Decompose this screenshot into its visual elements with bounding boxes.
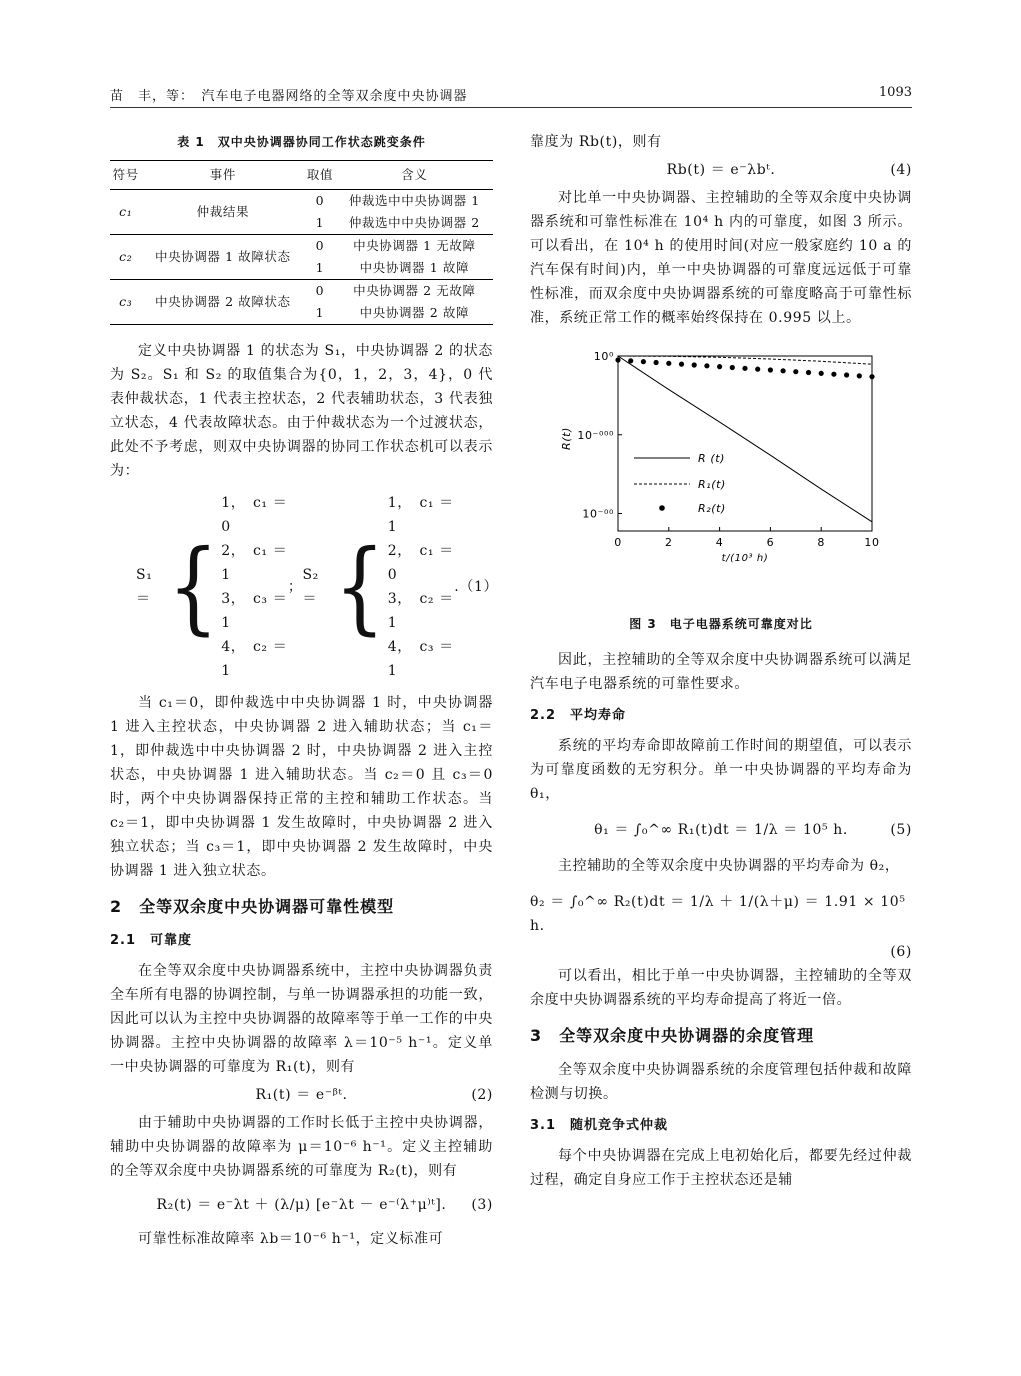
legend-label: R (t) — [698, 452, 726, 465]
running-title: 苗 丰，等： 汽车电子电器网络的全等双余度中央协调器 — [110, 89, 468, 104]
data-point-r2 — [717, 364, 722, 369]
data-point-r2 — [768, 367, 773, 372]
table-cell: 0 — [315, 238, 325, 253]
subsection-heading: 2.2 平均寿命 — [530, 708, 627, 723]
case-line: 1， c₁ ＝ 0 — [221, 495, 288, 535]
equation-body: θ₂ ＝ ∫₀^∞ R₂(t)dt ＝ 1/λ ＋ 1/(λ＋μ) ＝ 1.91 × 10⁵ h. — [530, 894, 906, 934]
table-cell: 中央协调器 2 无故障 — [353, 283, 476, 298]
equation-number: .（1） — [454, 579, 499, 595]
data-point-r2 — [615, 357, 620, 362]
paragraph: 系统的平均寿命即故障前工作时间的期望值，可以表示为可靠度函数的无穷积分。单一中央协调器的平均寿命为 θ₁， — [530, 738, 912, 802]
equation-2 — [110, 1083, 493, 1107]
table-cell: 中央协调器 2 故障状态 — [141, 280, 304, 325]
left-brace-icon: { — [334, 528, 386, 645]
paragraph: 靠度为 Rb(t)，则有 — [530, 134, 662, 150]
paragraph: 全等双余度中央协调器系统的余度管理包括仲裁和故障检测与切换。 — [530, 1062, 912, 1102]
equation-1 — [110, 491, 499, 683]
paragraph: 可以看出，相比于单一中央协调器，主控辅助的全等双余度中央协调器系统的平均寿命提高了将近一倍。 — [530, 968, 912, 1008]
paragraph: 可靠性标准故障率 λb＝10⁻⁶ h⁻¹，定义标准可 — [138, 1231, 444, 1247]
equation-6 — [530, 890, 912, 938]
data-point-r2 — [755, 367, 760, 372]
equation-5 — [530, 818, 912, 842]
x-tick-label: 10 — [864, 536, 880, 549]
x-tick-label: 2 — [664, 536, 673, 549]
paragraph: 当 c₁＝0，即仲裁选中中央协调器 1 时，中央协调器 1 进入主控状态，中央协调器 2 进入辅助状态；当 c₁＝1，即仲裁选中中央协调器 2 时，中央协调器 2 进入主控状态，中央协调器 1 进入辅助状态。当 c₂＝0 且 c₃＝0 时，两个中央协调器保持正常的主控和辅助工作状态。当 c₂＝1，即中央协调器 1 发生故障时，中央协调器 2 进入独立状态；当 c₃＝1，即中央协调器 2 发生故障时，中央协调器 1 进入独立状态。 — [110, 695, 493, 879]
table-row — [110, 235, 493, 258]
data-point-r2 — [641, 359, 646, 364]
table-cell: c₂ — [110, 235, 141, 280]
eq1-s2-lhs: S₂ ＝ — [302, 567, 319, 607]
data-point-r2 — [654, 360, 659, 365]
table-cell: 1 — [304, 257, 335, 280]
data-point-r2 — [730, 365, 735, 370]
x-tick-label: 8 — [817, 536, 826, 549]
y-tick-label: 10⁻⁰⁰⁰ — [577, 428, 614, 442]
paragraph: 主控辅助的全等双余度中央协调器的平均寿命为 θ₂， — [558, 858, 900, 874]
x-tick-label: 4 — [715, 536, 724, 549]
plot-frame — [618, 356, 872, 531]
table-cell: 1 — [304, 302, 335, 325]
table-cell: 仲裁选中中央协调器 2 — [336, 212, 493, 235]
data-point-r2 — [819, 371, 824, 376]
data-point-r2 — [704, 363, 709, 368]
y-tick-label: 10⁻⁰⁰ — [582, 507, 614, 521]
data-point-r2 — [806, 370, 811, 375]
left-column — [110, 130, 499, 1251]
series-line-r — [618, 356, 872, 522]
equation-number: (5) — [890, 822, 912, 838]
table-cell: 仲裁选中中央协调器 1 — [348, 193, 480, 208]
y-tick-label: 10⁰ — [593, 350, 614, 363]
equation-4 — [530, 158, 912, 182]
eq1-s2-cases — [388, 491, 455, 683]
data-point-r2 — [793, 369, 798, 374]
case-line: 3， c₃ ＝ 1 — [221, 591, 288, 631]
paragraph: 定义中央协调器 1 的状态为 S₁，中央协调器 2 的状态为 S₂。S₁ 和 S₂ 的取值集合为{0，1，2，3，4}，0 代表仲裁状态，1 代表主控状态，2 代表辅助状态，3 代表独立状态，4 代表故障状态。由于仲裁状态为一个过渡状态，此处不予考虑，则双中央协调器的协同工作状态机可以表示为： — [110, 343, 493, 479]
figure-caption: 图 3 电子电器系统可靠度对比 — [629, 617, 813, 631]
table-caption: 表 1 双中央协调器协同工作状态跳变条件 — [177, 135, 426, 149]
table-cell: 中央协调器 1 故障状态 — [141, 235, 304, 280]
x-axis-label: t/(10³ h) — [721, 553, 769, 564]
paragraph: 对比单一中央协调器、主控辅助的全等双余度中央协调器系统和可靠性标准在 10⁴ h 内的可靠度，如图 3 所示。可以看出，在 10⁴ h 的使用时间(对应一般家庭约 10 a 的汽车保有时间)内，单一中央协调器的可靠度远远低于可靠性标准，而双余度中央协调器系统的可靠度略高于可靠性标准，系统正常工作的概率始终保持在 0.995 以上。 — [530, 190, 912, 326]
equation-body: R₁(t) ＝ e⁻ᵝᵗ. — [255, 1087, 348, 1103]
equation-body: R₂(t) ＝ e⁻λt ＋ (λ/μ) [e⁻λt － e⁻⁽λ⁺μ⁾ᵗ]. — [156, 1197, 447, 1213]
x-tick-label: 0 — [614, 536, 622, 549]
running-header — [110, 85, 912, 108]
table-cell: c₁ — [110, 190, 141, 235]
reliability-chart — [530, 346, 912, 576]
equation-number: (4) — [890, 162, 912, 178]
data-point-r2 — [628, 358, 633, 363]
section-heading: 2 全等双余度中央协调器可靠性模型 — [110, 897, 395, 916]
data-point-r2 — [666, 361, 671, 366]
paragraph: 每个中央协调器在完成上电初始化后，都要先经过仲裁过程，确定自身应工作于主控状态还是辅 — [530, 1148, 912, 1188]
case-line: 4， c₂ ＝ 1 — [221, 639, 288, 679]
equation-number: (6) — [890, 944, 912, 960]
table-cell: 中央协调器 1 故障 — [336, 257, 493, 280]
left-brace-icon: { — [167, 528, 220, 645]
data-point-r2 — [831, 372, 836, 377]
legend-label: R₁(t) — [698, 478, 726, 491]
x-tick-label: 6 — [766, 536, 775, 549]
table-row — [110, 190, 493, 213]
subsection-heading: 3.1 随机竞争式仲裁 — [530, 1118, 669, 1133]
table-cell: 仲裁结果 — [141, 190, 304, 235]
eq1-separator: ； — [287, 579, 303, 595]
right-column — [530, 130, 912, 1192]
eq1-s1-lhs: S₁ ＝ — [136, 567, 153, 607]
y-axis-label: R(t) — [560, 427, 573, 450]
case-line: 3， c₂ ＝ 1 — [387, 591, 454, 631]
table-cell: 中央协调器 1 无故障 — [353, 238, 476, 253]
table-cell: c₃ — [110, 280, 141, 325]
subsection-heading: 2.1 可靠度 — [110, 933, 193, 948]
data-point-r2 — [692, 362, 697, 367]
table-header: 取值 — [304, 161, 335, 190]
table-cell: 1 — [304, 212, 335, 235]
table-row — [110, 280, 493, 303]
paragraph: 因此，主控辅助的全等双余度中央协调器系统可以满足汽车电子电器系统的可靠性要求。 — [530, 652, 912, 692]
data-point-r2 — [869, 374, 874, 379]
data-point-r2 — [742, 366, 747, 371]
data-point-r2 — [844, 372, 849, 377]
case-line: 2， c₁ ＝ 0 — [387, 543, 454, 583]
table-cell: 0 — [315, 193, 325, 208]
figure-3 — [530, 346, 912, 606]
case-line: 1， c₁ ＝ 1 — [387, 495, 454, 535]
table-cell: 0 — [315, 283, 325, 298]
page-number: 1093 — [878, 85, 912, 100]
case-line: 2， c₁ ＝ 1 — [221, 543, 288, 583]
legend-dot-r2 — [659, 505, 665, 511]
data-point-r2 — [857, 373, 862, 378]
data-point-r2 — [679, 362, 684, 367]
eq1-s1-cases — [221, 491, 288, 683]
equation-body: θ₁ ＝ ∫₀^∞ R₁(t)dt ＝ 1/λ ＝ 10⁵ h. — [594, 822, 848, 838]
equation-3 — [110, 1193, 493, 1217]
equation-number: (3) — [471, 1197, 493, 1213]
equation-number: (2) — [471, 1087, 493, 1103]
table-header: 事件 — [141, 161, 304, 190]
table-cell: 中央协调器 2 故障 — [336, 302, 493, 325]
state-transition-table — [110, 160, 493, 325]
equation-body: Rb(t) ＝ e⁻λbᵗ. — [666, 162, 776, 178]
table-header: 含义 — [336, 161, 493, 190]
table-header: 符号 — [110, 161, 141, 190]
legend-label: R₂(t) — [698, 502, 726, 515]
paragraph: 在全等双余度中央协调器系统中，主控中央协调器负责全车所有电器的协调控制，与单一协调器承担的功能一致，因此可以认为主控中央协调器的故障率等于单一工作的中央协调器。主控中央协调器的故障率 λ＝10⁻⁵ h⁻¹。定义单一中央协调器的可靠度为 R₁(t)，则有 — [110, 963, 493, 1075]
section-heading: 3 全等双余度中央协调器的余度管理 — [530, 1026, 815, 1045]
data-point-r2 — [781, 368, 786, 373]
paragraph: 由于辅助中央协调器的工作时长低于主控中央协调器，辅助中央协调器的故障率为 μ＝10⁻⁶ h⁻¹。定义主控辅助的全等双余度中央协调器系统的可靠度为 R₂(t)，则有 — [110, 1115, 493, 1179]
case-line: 4， c₃ ＝ 1 — [387, 639, 454, 679]
